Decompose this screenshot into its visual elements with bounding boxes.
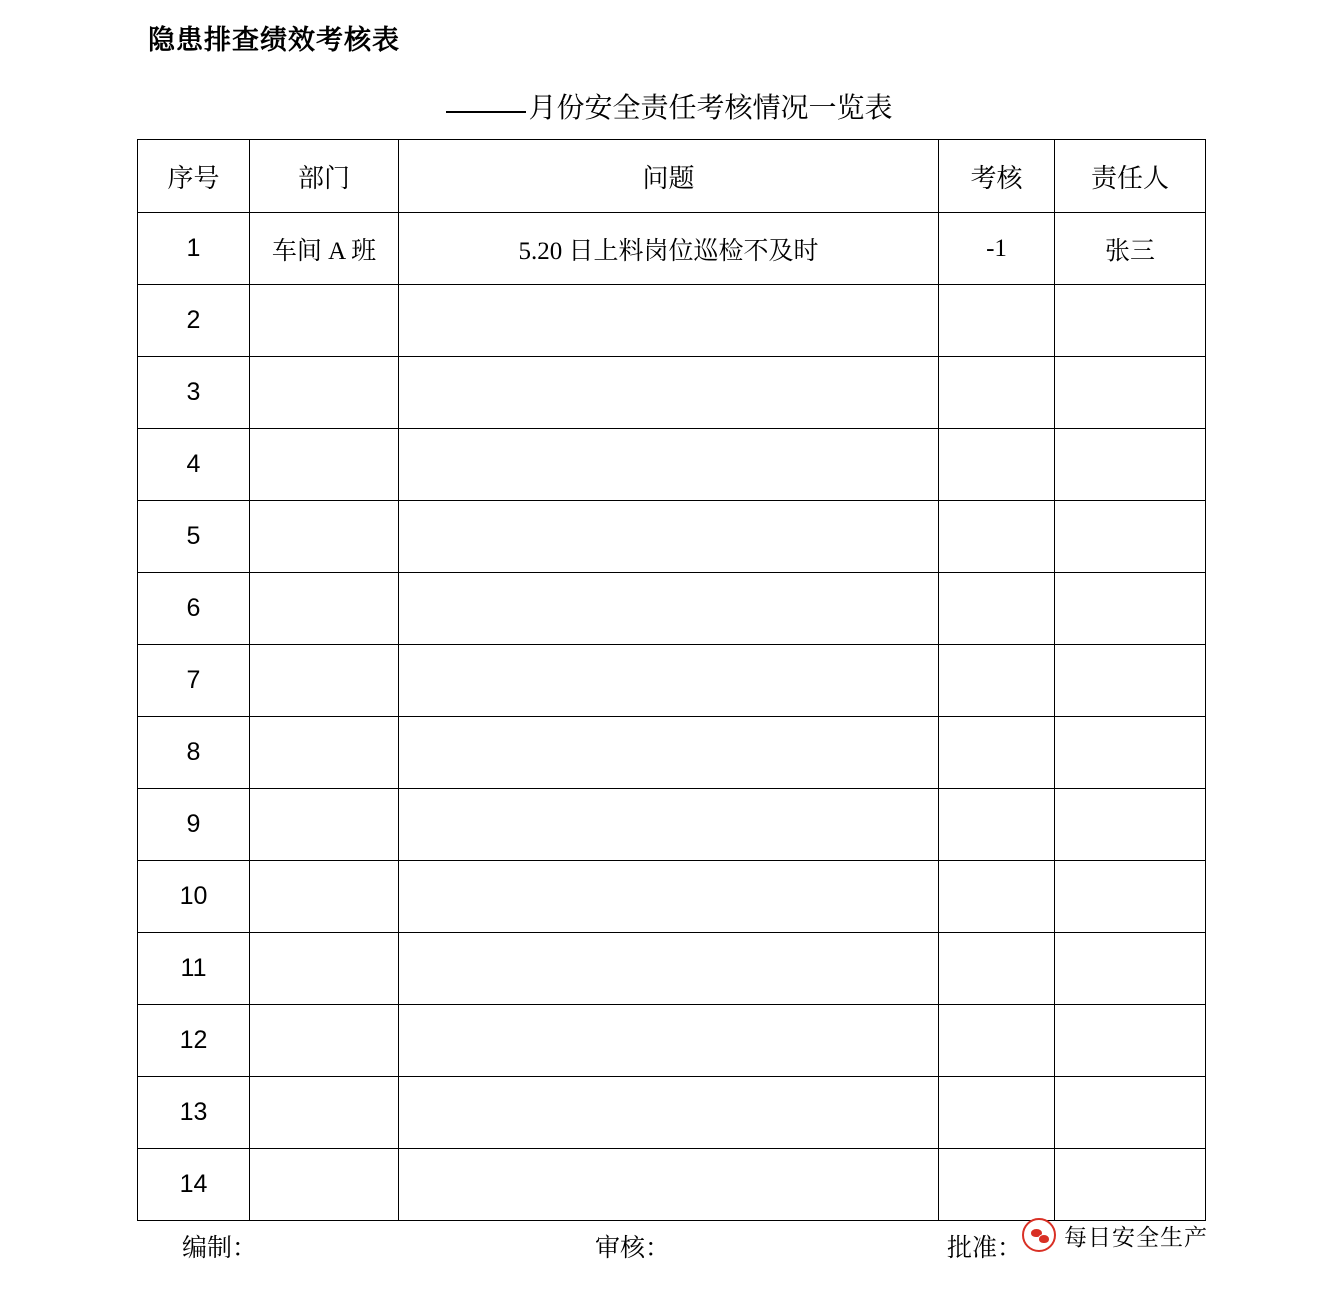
cell-resp[interactable] <box>1055 573 1206 645</box>
cell-no: 3 <box>138 357 250 429</box>
column-header-resp: 责任人 <box>1055 140 1206 213</box>
cell-score[interactable] <box>939 789 1055 861</box>
cell-no: 9 <box>138 789 250 861</box>
cell-resp[interactable] <box>1055 285 1206 357</box>
table-row <box>138 213 1206 285</box>
watermark <box>1022 1218 1208 1252</box>
cell-dept[interactable] <box>250 645 399 717</box>
cell-issue[interactable]: 5.20 日上料岗位巡检不及时 <box>399 213 939 285</box>
cell-issue[interactable] <box>399 861 939 933</box>
cell-no: 10 <box>138 861 250 933</box>
table-row <box>138 933 1206 1005</box>
cell-resp[interactable]: 张三 <box>1055 213 1206 285</box>
document-subtitle <box>0 86 1339 126</box>
cell-no: 13 <box>138 1077 250 1149</box>
cell-dept[interactable] <box>250 573 399 645</box>
column-header-dept: 部门 <box>250 140 399 213</box>
table-row <box>138 357 1206 429</box>
cell-issue[interactable] <box>399 501 939 573</box>
table-row <box>138 645 1206 717</box>
cell-resp[interactable] <box>1055 933 1206 1005</box>
column-header-no: 序号 <box>138 140 250 213</box>
cell-dept[interactable] <box>250 789 399 861</box>
cell-score[interactable]: -1 <box>939 213 1055 285</box>
cell-resp[interactable] <box>1055 429 1206 501</box>
cell-score[interactable] <box>939 861 1055 933</box>
cell-issue[interactable] <box>399 573 939 645</box>
cell-dept[interactable] <box>250 1005 399 1077</box>
cell-no: 4 <box>138 429 250 501</box>
table-row <box>138 1077 1206 1149</box>
cell-score[interactable] <box>939 1149 1055 1221</box>
table-row <box>138 573 1206 645</box>
cell-no: 1 <box>138 213 250 285</box>
cell-issue[interactable] <box>399 285 939 357</box>
cell-no: 5 <box>138 501 250 573</box>
cell-resp[interactable] <box>1055 1077 1206 1149</box>
cell-dept[interactable] <box>250 1149 399 1221</box>
cell-issue[interactable] <box>399 1005 939 1077</box>
column-header-issue: 问题 <box>399 140 939 213</box>
table-header-row <box>138 140 1206 213</box>
cell-no: 11 <box>138 933 250 1005</box>
table-row <box>138 429 1206 501</box>
approved-by-label: 批准： <box>947 1235 1023 1262</box>
cell-score[interactable] <box>939 285 1055 357</box>
table-row <box>138 717 1206 789</box>
cell-dept[interactable] <box>250 429 399 501</box>
cell-score[interactable] <box>939 1077 1055 1149</box>
month-blank-field[interactable] <box>446 111 526 113</box>
cell-resp[interactable] <box>1055 501 1206 573</box>
cell-score[interactable] <box>939 573 1055 645</box>
cell-dept[interactable] <box>250 933 399 1005</box>
cell-score[interactable] <box>939 357 1055 429</box>
cell-dept[interactable] <box>250 717 399 789</box>
cell-score[interactable] <box>939 645 1055 717</box>
prepared-by-label: 编制： <box>182 1235 258 1262</box>
table-row <box>138 501 1206 573</box>
cell-resp[interactable] <box>1055 789 1206 861</box>
cell-issue[interactable] <box>399 357 939 429</box>
cell-issue[interactable] <box>399 933 939 1005</box>
cell-issue[interactable] <box>399 1149 939 1221</box>
cell-resp[interactable] <box>1055 1005 1206 1077</box>
cell-no: 12 <box>138 1005 250 1077</box>
cell-issue[interactable] <box>399 645 939 717</box>
table-row <box>138 1149 1206 1221</box>
cell-no: 2 <box>138 285 250 357</box>
cell-resp[interactable] <box>1055 861 1206 933</box>
wechat-icon <box>1022 1218 1056 1252</box>
table-row <box>138 1005 1206 1077</box>
column-header-score: 考核 <box>939 140 1055 213</box>
cell-score[interactable] <box>939 933 1055 1005</box>
cell-dept[interactable] <box>250 501 399 573</box>
cell-score[interactable] <box>939 717 1055 789</box>
table-row <box>138 861 1206 933</box>
cell-no: 6 <box>138 573 250 645</box>
cell-issue[interactable] <box>399 1077 939 1149</box>
subtitle-text: 月份安全责任考核情况一览表 <box>528 93 893 124</box>
cell-dept[interactable] <box>250 285 399 357</box>
cell-no: 8 <box>138 717 250 789</box>
cell-dept[interactable] <box>250 861 399 933</box>
page-title: 隐患排查绩效考核表 <box>148 25 400 55</box>
cell-score[interactable] <box>939 1005 1055 1077</box>
cell-no: 7 <box>138 645 250 717</box>
cell-issue[interactable] <box>399 717 939 789</box>
cell-dept[interactable] <box>250 357 399 429</box>
cell-score[interactable] <box>939 501 1055 573</box>
table-row <box>138 789 1206 861</box>
cell-resp[interactable] <box>1055 645 1206 717</box>
cell-dept[interactable]: 车间 A 班 <box>250 213 399 285</box>
assessment-table <box>137 139 1206 1221</box>
cell-score[interactable] <box>939 429 1055 501</box>
cell-no: 14 <box>138 1149 250 1221</box>
cell-resp[interactable] <box>1055 717 1206 789</box>
cell-dept[interactable] <box>250 1077 399 1149</box>
reviewed-by-label: 审核： <box>595 1235 671 1262</box>
watermark-label: 每日安全生产 <box>1064 1224 1208 1250</box>
cell-resp[interactable] <box>1055 1149 1206 1221</box>
table-row <box>138 285 1206 357</box>
cell-issue[interactable] <box>399 789 939 861</box>
cell-resp[interactable] <box>1055 357 1206 429</box>
cell-issue[interactable] <box>399 429 939 501</box>
